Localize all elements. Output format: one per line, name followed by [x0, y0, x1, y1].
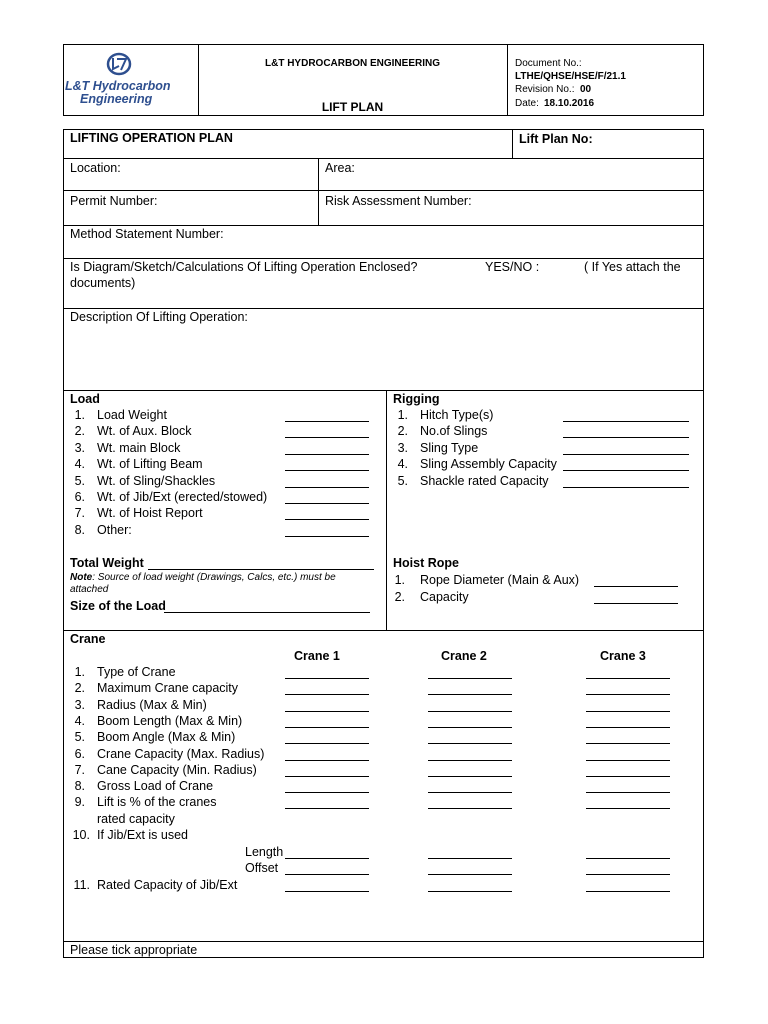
crane-item-blank-1[interactable]: [285, 678, 369, 679]
load-note-label: Note: [70, 572, 93, 583]
row-line-8: [63, 941, 704, 942]
rigging-item-number: 4.: [397, 457, 408, 472]
diagram-yes-no[interactable]: YES/NO :: [485, 260, 540, 274]
crane-item-label: Cane Capacity (Min. Radius): [97, 762, 257, 777]
crane-item-number: 2.: [74, 681, 85, 696]
crane-item-blank-2[interactable]: [428, 792, 512, 793]
header-divider-right: [507, 44, 508, 116]
row-line-6: [63, 390, 704, 391]
crane-extra-blank-1[interactable]: [285, 858, 369, 859]
hoist-item-number: 2.: [394, 589, 405, 604]
crane-item-number: 6.: [74, 746, 85, 761]
load-item-blank[interactable]: [285, 437, 369, 438]
crane-extra-blank-3[interactable]: [586, 874, 670, 875]
tick-appropriate: Please tick appropriate: [70, 943, 198, 957]
crane-extra-blank-3[interactable]: [586, 891, 670, 892]
load-note: [70, 572, 336, 584]
crane-item-blank-2[interactable]: [428, 808, 512, 809]
crane-item-10-label: If Jib/Ext is used: [97, 828, 189, 842]
crane-item-blank-3[interactable]: [586, 760, 670, 761]
crane-item-blank-1[interactable]: [285, 727, 369, 728]
crane-item-11-label: Rated Capacity of Jib/Ext: [97, 878, 238, 892]
crane-col-1: Crane 1: [294, 649, 340, 663]
crane-item-11-number: 11.: [73, 878, 90, 892]
load-item-blank[interactable]: [285, 503, 369, 504]
crane-item-label: Maximum Crane capacity: [97, 681, 239, 696]
hoist-item-number: 1.: [394, 573, 405, 587]
load-item-blank[interactable]: [285, 487, 369, 488]
rigging-item-label: No.of Slings: [420, 424, 488, 439]
crane-item-blank-1[interactable]: [285, 694, 369, 695]
location-divider: [318, 158, 319, 225]
rigging-item-blank[interactable]: [563, 454, 689, 455]
load-note-text: : Source of load weight (Drawings, Calcs, etc.) must be: [92, 572, 336, 583]
hoist-item-label: Capacity: [420, 589, 469, 604]
crane-item-number: 5.: [74, 730, 85, 745]
total-weight-blank[interactable]: [148, 569, 374, 570]
load-item-number: 4.: [74, 457, 85, 472]
load-item-blank[interactable]: [285, 470, 369, 471]
crane-item-blank-2[interactable]: [428, 694, 512, 695]
rigging-item-blank[interactable]: [563, 470, 689, 471]
crane-item-blank-2[interactable]: [428, 711, 512, 712]
revision-value: 00: [580, 84, 592, 95]
diagram-question-line2: documents): [70, 276, 136, 290]
row-line-1: [63, 158, 704, 159]
crane-item-blank-3[interactable]: [586, 727, 670, 728]
crane-item-number: 8.: [74, 779, 85, 794]
row-line-2: [63, 190, 704, 191]
load-item-number: 6.: [74, 490, 85, 504]
crane-item-blank-1[interactable]: [285, 711, 369, 712]
crane-item-blank-3[interactable]: [586, 694, 670, 695]
area-field[interactable]: Area:: [325, 161, 355, 175]
crane-item-label: Boom Angle (Max & Min): [97, 730, 236, 745]
crane-item-blank-3[interactable]: [586, 711, 670, 712]
logo-line1: L&T Hydrocarbon: [65, 79, 171, 93]
hoist-item-blank[interactable]: [594, 603, 678, 604]
crane-item-number: 1.: [74, 665, 85, 679]
diagram-question: Is Diagram/Sketch/Calculations Of Lifting Operation Enclosed?: [70, 260, 418, 274]
company-name: L&T HYDROCARBON ENGINEERING: [264, 58, 440, 69]
load-item-number: 8.: [74, 522, 85, 537]
rigging-item-label: Sling Assembly Capacity: [420, 457, 557, 472]
plan-title: LIFTING OPERATION PLAN: [70, 131, 233, 145]
load-heading: Load: [70, 392, 100, 406]
crane-item-label: Lift is % of the cranes: [97, 795, 217, 810]
risk-assessment-field[interactable]: Risk Assessment Number:: [325, 194, 472, 208]
crane-heading: Crane: [70, 632, 106, 646]
crane-item-blank-1[interactable]: [285, 776, 369, 777]
crane-item-label: Boom Length (Max & Min): [97, 713, 243, 728]
date-label: Date:: [515, 98, 539, 109]
crane-item-number: 7.: [74, 762, 85, 777]
load-item-number: 7.: [74, 506, 85, 521]
crane-item-blank-2[interactable]: [428, 760, 512, 761]
rigging-item-number: 1.: [397, 408, 408, 422]
load-item-number: 1.: [74, 408, 85, 422]
crane-item-blank-2[interactable]: [428, 743, 512, 744]
crane-item-blank-3[interactable]: [586, 743, 670, 744]
load-note-line2: attached: [70, 584, 109, 595]
rigging-item-label: Hitch Type(s): [420, 408, 494, 422]
row-line-3: [63, 225, 704, 226]
crane-item-label: Radius (Max & Min): [97, 697, 207, 712]
load-item-label: Wt. of Aux. Block: [97, 424, 192, 439]
crane-item-blank-3[interactable]: [586, 792, 670, 793]
crane-extra-blank-2[interactable]: [428, 858, 512, 859]
load-item-number: 2.: [74, 424, 85, 439]
crane-item-blank-2[interactable]: [428, 678, 512, 679]
permit-number-field[interactable]: Permit Number:: [70, 194, 158, 208]
crane-col-3: Crane 3: [600, 649, 646, 663]
form-title: LIFT PLAN: [321, 100, 384, 114]
logo-line2: Engineering: [80, 92, 153, 106]
rigging-item-blank[interactable]: [563, 421, 689, 422]
crane-item-blank-3[interactable]: [586, 808, 670, 809]
crane-item-blank-2[interactable]: [428, 776, 512, 777]
diagram-attach-note: ( If Yes attach the: [584, 260, 681, 274]
date-value: 18.10.2016: [544, 98, 595, 109]
crane-item-number: 4.: [74, 713, 85, 728]
load-item-label: Wt. of Hoist Report: [97, 506, 203, 521]
crane-item-label: Type of Crane: [97, 665, 176, 679]
crane-item-blank-1[interactable]: [285, 743, 369, 744]
method-statement-field[interactable]: Method Statement Number:: [70, 227, 224, 241]
doc-no-label: Document No.:: [515, 58, 582, 69]
crane-item-number: 3.: [74, 697, 85, 712]
rigging-heading: Rigging: [393, 392, 440, 406]
hoist-rope-heading: Hoist Rope: [393, 556, 459, 570]
row-line-4: [63, 258, 704, 259]
total-weight-label: Total Weight: [70, 556, 144, 570]
crane-offset-label: Offset: [245, 861, 279, 875]
load-item-label: Wt. of Jib/Ext (erected/stowed): [97, 490, 268, 504]
rigging-item-blank[interactable]: [563, 487, 689, 488]
load-item-blank[interactable]: [285, 519, 369, 520]
rigging-item-blank[interactable]: [563, 437, 689, 438]
crane-item-blank-1[interactable]: [285, 760, 369, 761]
crane-length-label: Length: [245, 845, 284, 859]
lift-plan-no-label: Lift Plan No:: [519, 132, 593, 146]
crane-extra-blank-3[interactable]: [586, 858, 670, 859]
load-item-label: Wt. main Block: [97, 440, 181, 455]
rigging-item-label: Shackle rated Capacity: [420, 473, 549, 488]
rigging-item-number: 3.: [397, 440, 408, 455]
crane-extra-blank-1[interactable]: [285, 891, 369, 892]
load-item-label: Other:: [97, 522, 132, 537]
crane-item-9-line2: rated capacity: [97, 812, 175, 826]
load-item-label: Load Weight: [97, 408, 167, 422]
row-line-7: [63, 630, 704, 631]
load-item-label: Wt. of Sling/Shackles: [97, 473, 216, 488]
rigging-item-number: 2.: [397, 424, 408, 439]
size-of-load-blank[interactable]: [164, 612, 370, 613]
doc-no-value: LTHE/QHSE/HSE/F/21.1: [515, 71, 626, 82]
crane-item-label: Crane Capacity (Max. Radius): [97, 746, 265, 761]
row-line-5: [63, 308, 704, 309]
crane-item-blank-1[interactable]: [285, 808, 369, 809]
load-item-number: 3.: [74, 440, 85, 455]
size-of-load-label: Size of the Load: [70, 599, 166, 613]
crane-item-blank-2[interactable]: [428, 727, 512, 728]
crane-extra-blank-2[interactable]: [428, 874, 512, 875]
crane-extra-blank-1[interactable]: [285, 874, 369, 875]
hoist-item-blank[interactable]: [594, 586, 678, 587]
crane-item-number: 9.: [74, 795, 85, 810]
load-item-blank[interactable]: [285, 536, 369, 537]
crane-item-blank-3[interactable]: [586, 678, 670, 679]
description-field[interactable]: Description Of Lifting Operation:: [70, 310, 248, 324]
crane-item-blank-1[interactable]: [285, 792, 369, 793]
crane-col-2: Crane 2: [441, 649, 487, 663]
crane-item-blank-3[interactable]: [586, 776, 670, 777]
load-item-blank[interactable]: [285, 421, 369, 422]
rigging-item-label: Sling Type: [420, 440, 479, 455]
hoist-item-label: Rope Diameter (Main & Aux): [420, 573, 580, 587]
crane-item-10-number: 10.: [72, 828, 90, 842]
rigging-item-number: 5.: [397, 473, 408, 488]
lift-plan-divider: [512, 129, 513, 158]
location-field[interactable]: Location:: [70, 161, 121, 175]
crane-extra-blank-2[interactable]: [428, 891, 512, 892]
load-item-label: Wt. of Lifting Beam: [97, 457, 203, 472]
crane-item-label: Gross Load of Crane: [97, 779, 214, 794]
revision-label: Revision No.:: [515, 84, 575, 95]
load-item-blank[interactable]: [285, 454, 369, 455]
load-item-number: 5.: [74, 473, 85, 488]
